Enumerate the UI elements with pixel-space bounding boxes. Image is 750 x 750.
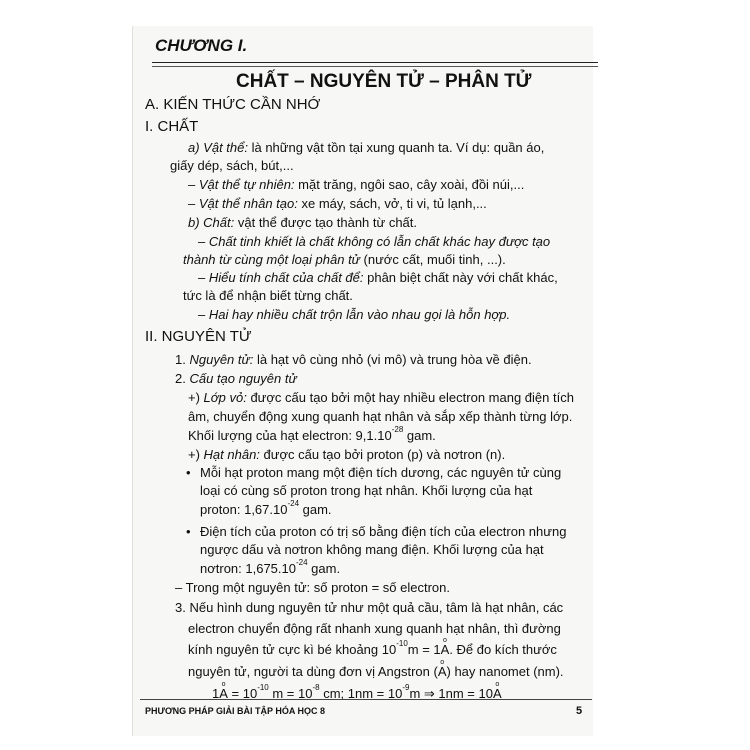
point-3-line-1 (175, 600, 563, 616)
point-2 (175, 371, 297, 387)
angstrom-letter: A (492, 686, 502, 701)
pure-substance-2b: (nước cất, muối tinh, ...). (359, 252, 506, 267)
bullet2-line-2: ngược dấu và nơtron không mang điện. Khối lượng của hạt (200, 542, 544, 557)
term-vat-the: a) Vật thể: (188, 140, 248, 155)
para-b-text: vật thể được tạo thành từ chất. (234, 215, 418, 230)
angstrom-ring: o (495, 681, 500, 688)
formula-part-3: m = 10 (268, 686, 313, 701)
term-natural: – Vật thể tự nhiên: (188, 177, 295, 192)
angstrom-letter: A (437, 664, 447, 679)
shell-prefix: +) (188, 390, 204, 405)
section-a-heading: A. KIẾN THỨC CẦN NHỚ (145, 96, 321, 113)
bullet1-line-3 (200, 499, 332, 518)
para-a-text: là những vật tồn tại xung quanh ta. Ví dụ: quần áo, (247, 140, 545, 155)
properties-text: phân biệt chất này với chất khác, (363, 270, 558, 285)
proton-mass-exp: -24 (287, 499, 300, 508)
shell-line-2: âm, chuyển động xung quanh hạt nhân và sắp xếp thành từng lớp. (188, 409, 573, 424)
point-3-line-2: electron chuyển động rất nhanh xung quanh hạt nhân, thì đường (188, 621, 561, 636)
electron-mass-exp: -28 (391, 425, 404, 434)
formula-exp-3: -8 (312, 683, 320, 692)
term-atom: Nguyên tử: (189, 352, 254, 367)
bullet-icon: • (186, 465, 191, 480)
point-1-text: là hạt vô cùng nhỏ (vi mô) và trung hòa về điện. (253, 352, 532, 367)
formula-one: 1 (212, 686, 220, 701)
natural-text: mặt trăng, ngôi sao, cây xoài, đồi núi,... (294, 177, 525, 192)
para-a-cont: giấy dép, sách, bút,... (170, 158, 294, 173)
para-b (188, 215, 417, 231)
term-shell: Lớp vỏ: (203, 390, 247, 405)
term-chat: b) Chất: (188, 215, 235, 230)
point-3-text: Nếu hình dung nguyên tử như một quả cầu, tâm là hạt nhân, các (189, 600, 564, 615)
pure-substance-2a: thành từ cùng một loại phân tử (183, 252, 360, 267)
point-2-num: 2. (175, 371, 186, 386)
diameter-value: kính nguyên tử cực kì bé khoảng 10 (188, 642, 397, 657)
shell-line-3 (188, 425, 436, 444)
measure-text: . Để đo kích thước (449, 642, 557, 657)
formula-exp-4: -9 (402, 683, 410, 692)
footer-book-title: PHƯƠNG PHÁP GIẢI BÀI TẬP HÓA HỌC 8 (145, 706, 325, 716)
proton-electron-rule: – Trong một nguyên tử: số proton = số electron. (175, 580, 450, 595)
formula-part-2: = 10 (227, 686, 258, 701)
electron-mass-unit: gam. (403, 428, 436, 443)
point-3-line-3 (188, 637, 557, 658)
artificial-text: xe máy, sách, vở, ti vi, tủ lạnh,... (297, 196, 487, 211)
page-title: CHẤT – NGUYÊN TỬ – PHÂN TỬ (236, 71, 532, 92)
properties-cont: tức là để nhận biết từng chất. (183, 288, 353, 303)
para-a (188, 140, 544, 156)
nucleus-text: được cấu tạo bởi proton (p) và nơtron (n). (259, 447, 506, 462)
electron-mass: Khối lượng của hạt electron: 9,1.10 (188, 428, 392, 443)
proton-mass-unit: gam. (299, 502, 332, 517)
section-i-heading: I. CHẤT (145, 118, 199, 135)
bullet1-line-1: Mỗi hạt proton mang một điện tích dương, các nguyên tử cùng (200, 465, 562, 480)
point-3-line-4 (188, 659, 564, 680)
angstrom-symbol (437, 659, 447, 680)
formula-part-4: cm; 1nm = 10 (319, 686, 403, 701)
bullet1-line-2: loại có cùng số proton trong hạt nhân. Khối lượng của hạt (200, 483, 533, 498)
point-1-num: 1. (175, 352, 186, 367)
angstrom-letter: A (219, 686, 228, 701)
nucleus-line (188, 447, 505, 463)
point-3-num: 3. (175, 600, 186, 615)
page-number: 5 (576, 705, 583, 717)
point-1 (175, 352, 532, 368)
unit-text-end: ) hay nanomet (nm). (446, 664, 564, 679)
natural-objects (188, 177, 524, 193)
angstrom-ring: o (221, 681, 226, 688)
neutron-mass: nơtron: 1,675.10 (200, 561, 296, 576)
term-nucleus: Hạt nhân: (203, 447, 260, 462)
section-ii-heading: II. NGUYÊN TỬ (145, 328, 252, 345)
artificial-objects (188, 196, 487, 212)
bullet2-line-1: Điện tích của proton có trị số bằng điện tích của electron nhưng (200, 524, 567, 539)
proton-mass: proton: 1,67.10 (200, 502, 288, 517)
angstrom-letter: A (440, 642, 450, 657)
formula-part-5: m ⇒ 1nm = 10 (409, 686, 493, 701)
angstrom-ring: o (440, 659, 445, 666)
neutron-mass-unit: gam. (307, 561, 341, 576)
unit-text: nguyên tử, người ta dùng đơn vị Angstron ( (188, 664, 438, 679)
header-rule-thin (152, 66, 598, 67)
pure-substance-1: – Chất tinh khiết là chất không có lẫn chất khác hay được tạo (198, 234, 551, 249)
formula-exp-2: -10 (257, 683, 269, 692)
diameter-exp: -10 (396, 639, 408, 648)
diameter-eq: m = 1 (407, 642, 441, 657)
pure-substance-2 (183, 252, 506, 268)
angstrom-ring: o (443, 637, 447, 644)
mixture: – Hai hay nhiều chất trộn lẫn vào nhau gọi là hỗn hợp. (198, 307, 511, 322)
term-properties: – Hiểu tính chất của chất để: (198, 270, 364, 285)
nucleus-prefix: +) (188, 447, 204, 462)
shell-text: được cấu tạo bởi một hay nhiều electron mang điện tích (246, 390, 574, 405)
bullet2-line-3 (200, 558, 341, 577)
header-rule (152, 62, 598, 63)
properties (198, 270, 558, 286)
bullet-icon: • (186, 524, 191, 539)
term-structure: Cấu tạo nguyên tử (189, 371, 297, 386)
neutron-mass-exp: -24 (295, 558, 308, 567)
shell-line-1 (188, 390, 574, 406)
footer-rule (140, 699, 592, 700)
chapter-label: CHƯƠNG I. (155, 36, 248, 55)
term-artificial: – Vật thể nhân tạo: (188, 196, 298, 211)
